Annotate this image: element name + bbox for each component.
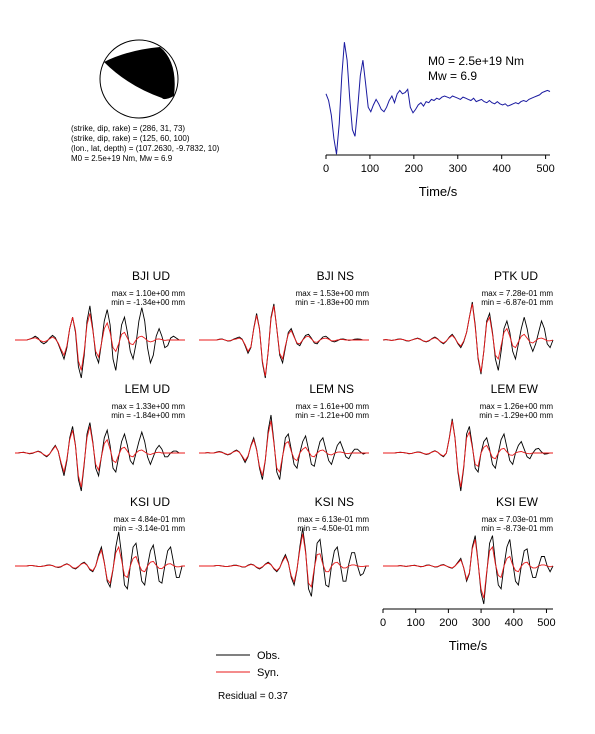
- panel-max-label: max = 1.61e+00 mm: [295, 402, 369, 411]
- panel-station-label: KSI NS: [314, 495, 354, 509]
- waveform-panel: [199, 382, 369, 480]
- panel-min-label: min = -3.14e-01 mm: [113, 524, 185, 533]
- observed-trace: [15, 423, 185, 491]
- observed-trace: [383, 419, 553, 491]
- stf-x-axis-label: Time/s: [418, 184, 458, 199]
- panel-min-label: min = -8.73e-01 mm: [481, 524, 553, 533]
- synthetic-trace: [15, 426, 185, 487]
- stf-tick-label: 100: [360, 163, 380, 175]
- observed-trace: [383, 536, 553, 604]
- beachball-icon: [100, 40, 178, 118]
- panel-max-label: max = 7.03e-01 mm: [481, 515, 553, 524]
- waveform-tick-label: 200: [439, 617, 458, 629]
- panel-station-label: KSI EW: [495, 495, 538, 509]
- source-line-2: (strike, dip, rake) = (125, 60, 100): [71, 134, 190, 143]
- legend-syn-label: Syn.: [257, 667, 280, 679]
- synthetic-trace: [383, 304, 553, 372]
- waveform-tick-label: 300: [471, 617, 491, 629]
- panel-max-label: max = 1.26e+00 mm: [479, 402, 553, 411]
- synthetic-trace: [199, 421, 369, 476]
- synthetic-trace: [383, 539, 553, 598]
- stf-tick-label: 0: [322, 163, 330, 175]
- synthetic-trace: [15, 547, 185, 583]
- waveform-panel: [15, 495, 185, 589]
- panel-min-label: min = -1.29e+00 mm: [479, 411, 553, 420]
- panel-station-label: LEM EW: [490, 382, 538, 396]
- panel-max-label: max = 4.84e-01 mm: [113, 515, 185, 524]
- panel-station-label: LEM NS: [309, 382, 354, 396]
- panel-station-label: LEM UD: [124, 382, 170, 396]
- panel-min-label: min = -1.34e+00 mm: [111, 298, 185, 307]
- waveform-time-axis: [380, 609, 556, 629]
- source-line-3: (lon., lat, depth) = (107.2630, -9.7832, 10): [71, 144, 220, 153]
- waveform-panel: [383, 382, 553, 491]
- waveform-panels: [15, 269, 553, 604]
- stf-tick-label: 400: [492, 163, 511, 175]
- observed-trace: [199, 304, 369, 378]
- waveform-x-axis-label: Time/s: [448, 638, 488, 653]
- stf-tick-label: 200: [404, 163, 424, 175]
- panel-min-label: min = -1.83e+00 mm: [295, 298, 369, 307]
- panel-min-label: min = -1.84e+00 mm: [111, 411, 185, 420]
- panel-station-label: BJI UD: [131, 269, 170, 283]
- waveform-panel: [199, 269, 369, 378]
- waveform-tick-label: 500: [537, 617, 556, 629]
- panel-min-label: min = -6.87e-01 mm: [481, 298, 553, 307]
- source-line-1: (strike, dip, rake) = (286, 31, 73): [71, 124, 186, 133]
- waveform-panel: [383, 269, 553, 374]
- source-line-4: M0 = 2.5e+19 Nm, Mw = 6.9: [71, 154, 173, 163]
- legend-obs-label: Obs.: [257, 650, 281, 662]
- waveform-tick-label: 400: [504, 617, 523, 629]
- legend: [216, 650, 280, 679]
- waveform-tick-label: 0: [379, 617, 387, 629]
- panel-station-label: KSI UD: [129, 495, 170, 509]
- panel-max-label: max = 1.53e+00 mm: [295, 289, 369, 298]
- waveform-panel: [383, 495, 553, 604]
- waveform-panel: [199, 495, 369, 596]
- panel-max-label: max = 1.33e+00 mm: [111, 402, 185, 411]
- observed-trace: [15, 532, 185, 589]
- waveform-tick-label: 100: [406, 617, 425, 629]
- synthetic-trace: [199, 306, 369, 376]
- panel-max-label: max = 1.10e+00 mm: [111, 289, 185, 298]
- stf-tick-label: 500: [536, 163, 555, 175]
- panel-min-label: min = -1.21e+00 mm: [295, 411, 369, 420]
- waveform-panel: [15, 382, 185, 491]
- panel-max-label: max = 6.13e-01 mm: [297, 515, 369, 524]
- observed-trace: [199, 415, 369, 480]
- panel-station-label: PTK UD: [493, 269, 538, 283]
- panel-station-label: BJI NS: [316, 269, 354, 283]
- mw-label: Mw = 6.9: [428, 69, 478, 83]
- stf-tick-label: 300: [448, 163, 467, 175]
- residual-label: Residual = 0.37: [218, 691, 288, 702]
- panel-min-label: min = -4.50e-01 mm: [297, 524, 369, 533]
- panel-max-label: max = 7.28e-01 mm: [481, 289, 553, 298]
- m0-label: M0 = 2.5e+19 Nm: [428, 54, 525, 68]
- synthetic-trace: [199, 534, 369, 587]
- observed-trace: [15, 306, 185, 378]
- waveform-panel: [15, 269, 185, 378]
- observed-trace: [199, 528, 369, 596]
